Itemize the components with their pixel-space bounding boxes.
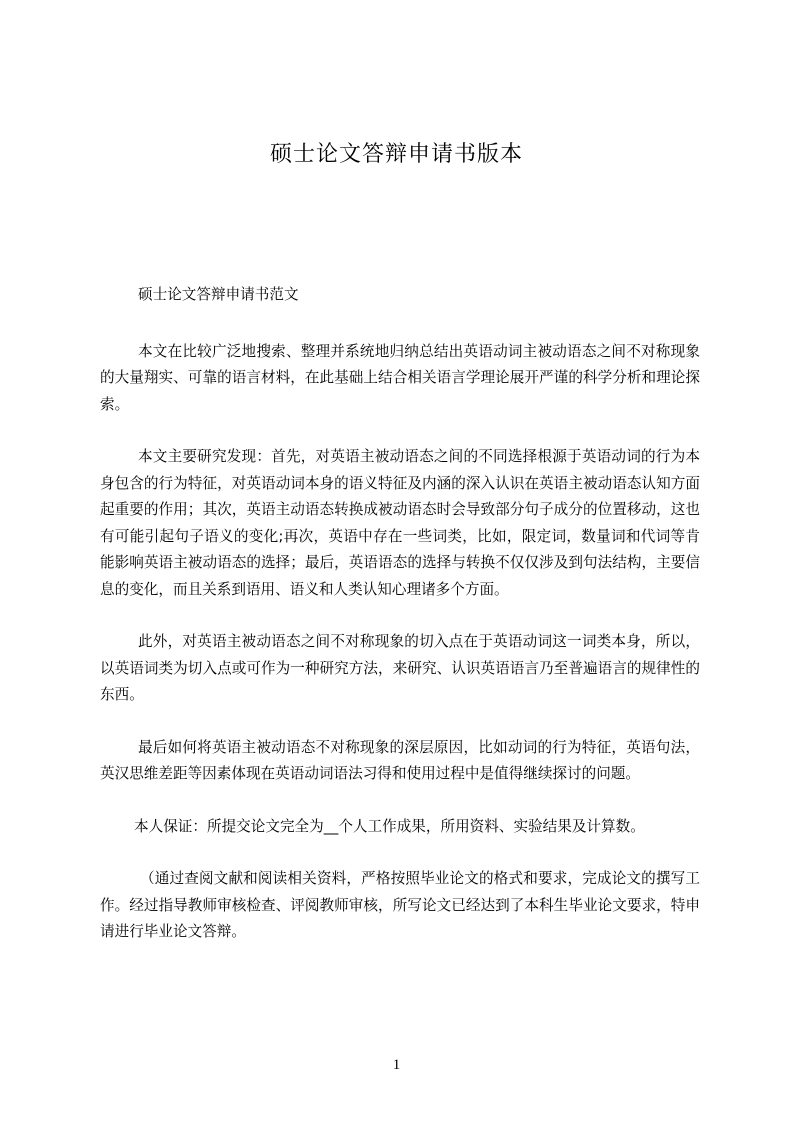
page-title: 硕士论文答辩申请书版本 <box>269 142 523 167</box>
paragraph-application: （通过查阅文献和阅读相关资料，严格按照毕业论文的格式和要求，完成论文的撰写工作。经过指导教师审核检查、评阅教师审核，所写论文已经达到了本科生毕业论文要求，特申请进行毕业论文答辩。 <box>100 870 700 940</box>
paragraph-entry-point: 此外，对英语主被动语态之间不对称现象的切入点在于英语动词这一词类本身，所以，以英语词类为切入点或可作为一种研究方法，来研究、认识英语语言乃至普遍语言的规律性的东西。 <box>100 633 700 703</box>
page-number: 1 <box>392 1057 401 1073</box>
document-subtitle: 硕士论文答辩申请书范文 <box>138 286 299 303</box>
document-body <box>100 282 700 972</box>
paragraph-future-work: 最后如何将英语主被动语态不对称现象的深层原因，比如动词的行为特征，英语句法，英汉思维差距等因素体现在英语动词语法习得和使用过程中是值得继续探讨的问题。 <box>100 738 700 782</box>
paragraph-findings: 本文主要研究发现：首先，对英语主被动语态之间的不同选择根源于英语动词的行为本身包含的行为特征，对英语动词本身的语义特征及内涵的深入认识在英语主被动语态认知方面起重要的作用；其次，英语主动语态转换成被动语态时会导致部分句子成分的位置移动，这也有可能引起句子语义的变化;再次，英语中存在一些词类，比如，限定词，数量词和代词等肯能影响英语主被动语态的选择；最后，英语语态的选择与转换不仅仅涉及到句法结构，主要信息的变化，而且关系到语用、语义和人类认知心理诸多个方面。 <box>100 448 700 598</box>
paragraph-guarantee: 本人保证：所提交论文完全为__个人工作成果，所用资料、实验结果及计算数。 <box>134 817 645 835</box>
paragraph-intro: 本文在比较广泛地搜索、整理并系统地归纳总结出英语动词主被动语态之间不对称现象的大量翔实、可靠的语言材料，在此基础上结合相关语言学理论展开严谨的科学分析和理论探索。 <box>100 342 700 413</box>
